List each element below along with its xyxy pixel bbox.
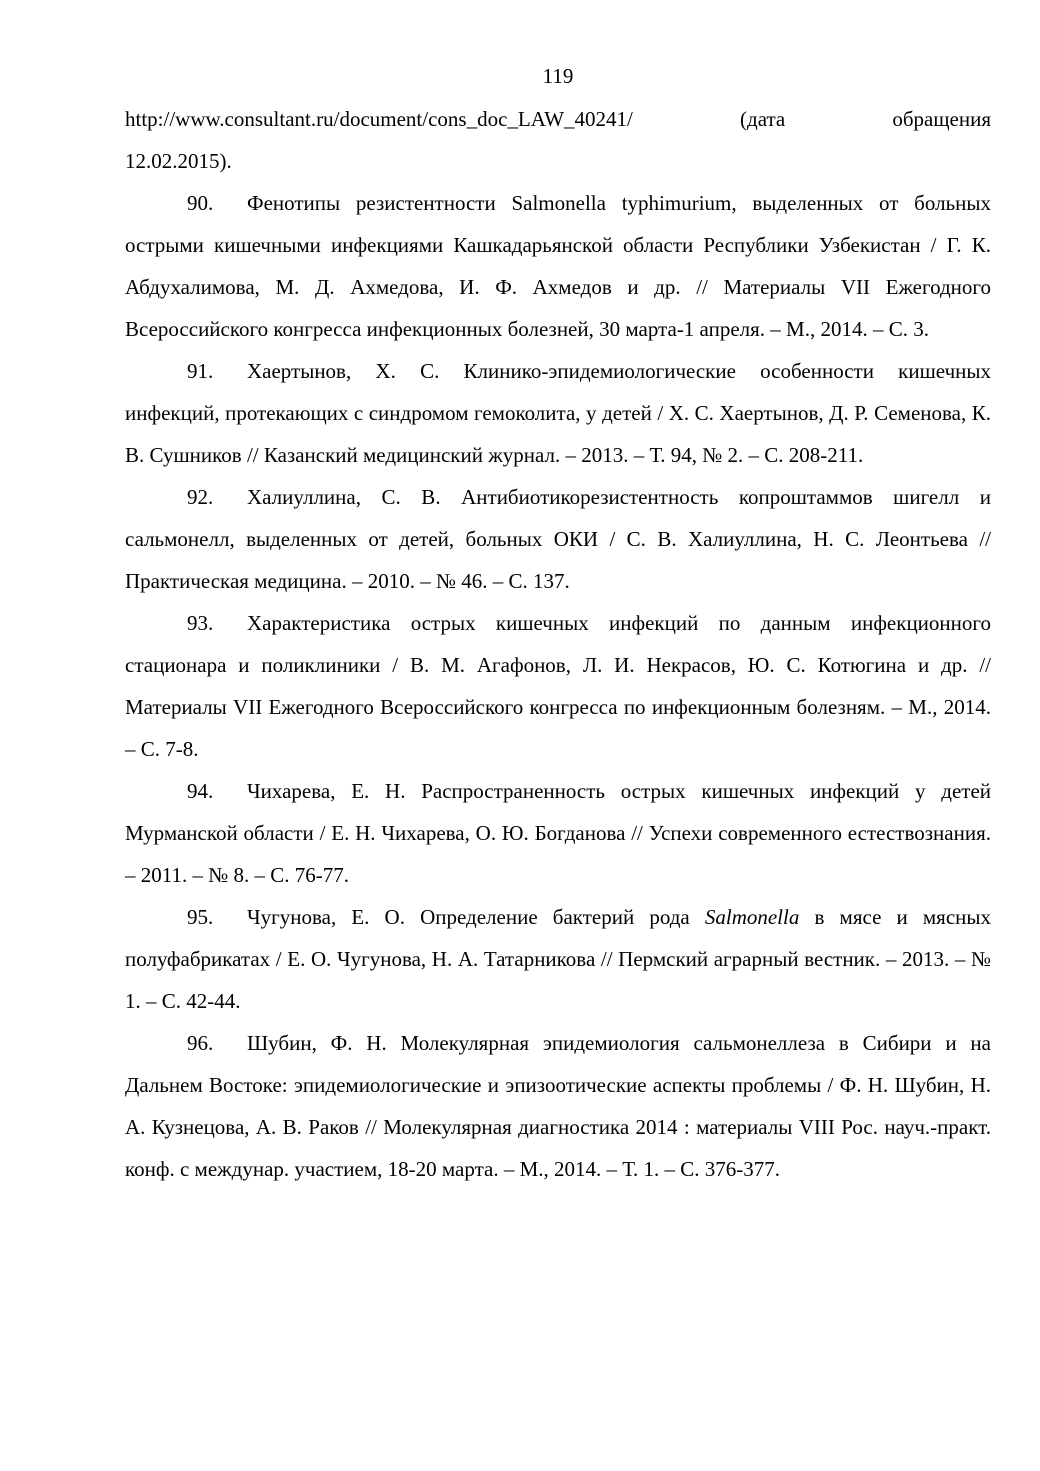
reference-entry-91 <box>125 350 991 476</box>
reference-number: 91. <box>187 359 214 383</box>
reference-text: Халиуллина, С. В. Антибиотикорезистентность копроштаммов шигелл и сальмонелл, выделенных от детей, больных ОКИ / С. В. Халиуллина, Н. С. Леонтьева // Практическая медицина. – 2010. – № 46. – С. 137. <box>125 485 991 593</box>
reference-number: 93. <box>187 611 214 635</box>
reference-text: Характеристика острых кишечных инфекций по данным инфекционного стационара и поликлиники / В. М. Агафонов, Л. И. Некрасов, Ю. С. Котюгина и др. // Материалы VII Ежегодного Всероссийского конгресса по инфекционным болезням. – М., 2014. – С. 7-8. <box>125 611 991 761</box>
reference-entry-95 <box>125 896 991 1022</box>
reference-text: Фенотипы резистентности Salmonella typhimurium, выделенных от больных острыми кишечными инфекциями Кашкадарьянской области Республики Узбекистан / Г. К. Абдухалимова, М. Д. Ахмедова, И. Ф. Ахмедов и др. // Материалы VII Ежегодного Всероссийского конгресса инфекционных болезней, 30 марта-1 апреля. – М., 2014. – С. 3. <box>125 191 991 341</box>
reference-number: 92. <box>187 485 214 509</box>
reference-text: Чихарева, Е. Н. Распространенность острых кишечных инфекций у детей Мурманской области / Е. Н. Чихарева, О. Ю. Богданова // Успехи современного естествознания. – 2011. – № 8. – С. 76-77. <box>125 779 991 887</box>
reference-entry-90 <box>125 182 991 350</box>
reference-text: Шубин, Ф. Н. Молекулярная эпидемиология сальмонеллеза в Сибири и на Дальнем Востоке: эпидемиологические и эпизоотические аспекты проблемы / Ф. Н. Шубин, Н. А. Кузнецова, А. В. Раков // Молекулярная диагностика 2014 : материалы VIII Рос. науч.-практ. конф. с междунар. участием, 18-20 марта. – М., 2014. – Т. 1. – С. 376-377. <box>125 1031 991 1181</box>
reference-list <box>125 98 991 1190</box>
reference-entry-96 <box>125 1022 991 1190</box>
reference-text-italic: Salmonella <box>704 905 800 929</box>
reference-entry-92 <box>125 476 991 602</box>
reference-number: 95. <box>187 905 214 929</box>
reference-text: Хаертынов, Х. С. Клинико-эпидемиологические особенности кишечных инфекций, протекающих с синдромом гемоколита, у детей / Х. С. Хаертынов, Д. Р. Семенова, К. В. Сушников // Казанский медицинский журнал. – 2013. – Т. 94, № 2. – С. 208-211. <box>125 359 991 467</box>
reference-number: 96. <box>187 1031 214 1055</box>
reference-number: 94. <box>187 779 214 803</box>
reference-text-start: Чугунова, Е. О. Определение бактерий рода <box>247 905 705 929</box>
reference-text-end: в мясе и мясных полуфабрикатах / Е. О. Чугунова, Н. А. Татарникова // Пермский аграрный вестник. – 2013. – № 1. – С. 42-44. <box>125 905 992 1013</box>
continuation-line-2: 12.02.2015). <box>125 149 232 173</box>
page-number: 119 <box>542 64 574 88</box>
reference-entry-94 <box>125 770 991 896</box>
continuation-line-1: http://www.consultant.ru/document/cons_doc_LAW_40241/ (дата обращения <box>125 107 991 131</box>
reference-number: 90. <box>187 191 214 215</box>
reference-entry-93 <box>125 602 991 770</box>
